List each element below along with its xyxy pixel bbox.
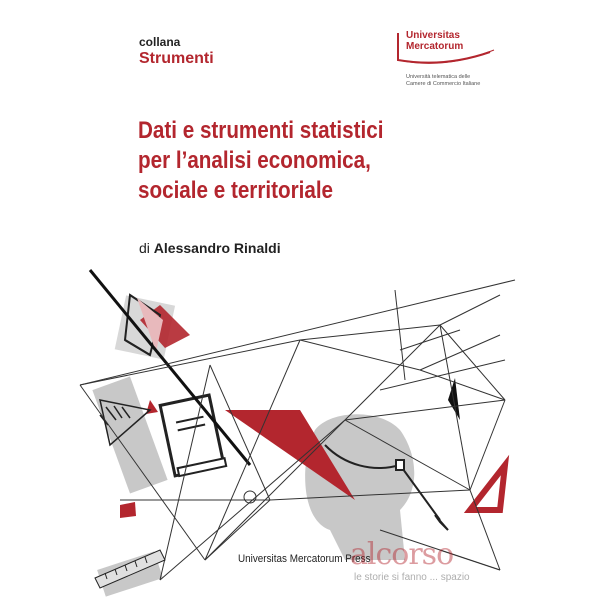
series-label: collana	[139, 35, 181, 49]
title-line-3: sociale e territoriale	[138, 177, 334, 204]
title-line-1: Dati e strumenti statistici	[138, 117, 384, 144]
author-prefix: di	[139, 240, 150, 256]
logo-line-2: Mercatorum	[406, 41, 464, 52]
logo-line-1: Universitas	[406, 30, 460, 41]
author-line	[139, 240, 281, 256]
series-name: Strumenti	[139, 50, 214, 67]
watermark-tagline: le storie si fanno ... spazio	[354, 572, 470, 583]
publisher-name: Universitas Mercatorum Press	[238, 553, 371, 565]
watermark-brand: alcorso	[350, 537, 454, 572]
cover-illustration	[0, 260, 600, 600]
author-name: Alessandro Rinaldi	[153, 240, 281, 256]
logo-subtitle-1: Università telematica delle	[406, 74, 471, 80]
book-title	[138, 116, 422, 206]
publisher-logo	[394, 30, 504, 92]
title-line-2: per l’analisi economica,	[138, 147, 371, 174]
black-triangle-icon	[448, 378, 460, 420]
logo-subtitle-2: Camere di Commercio Italiane	[406, 81, 481, 87]
